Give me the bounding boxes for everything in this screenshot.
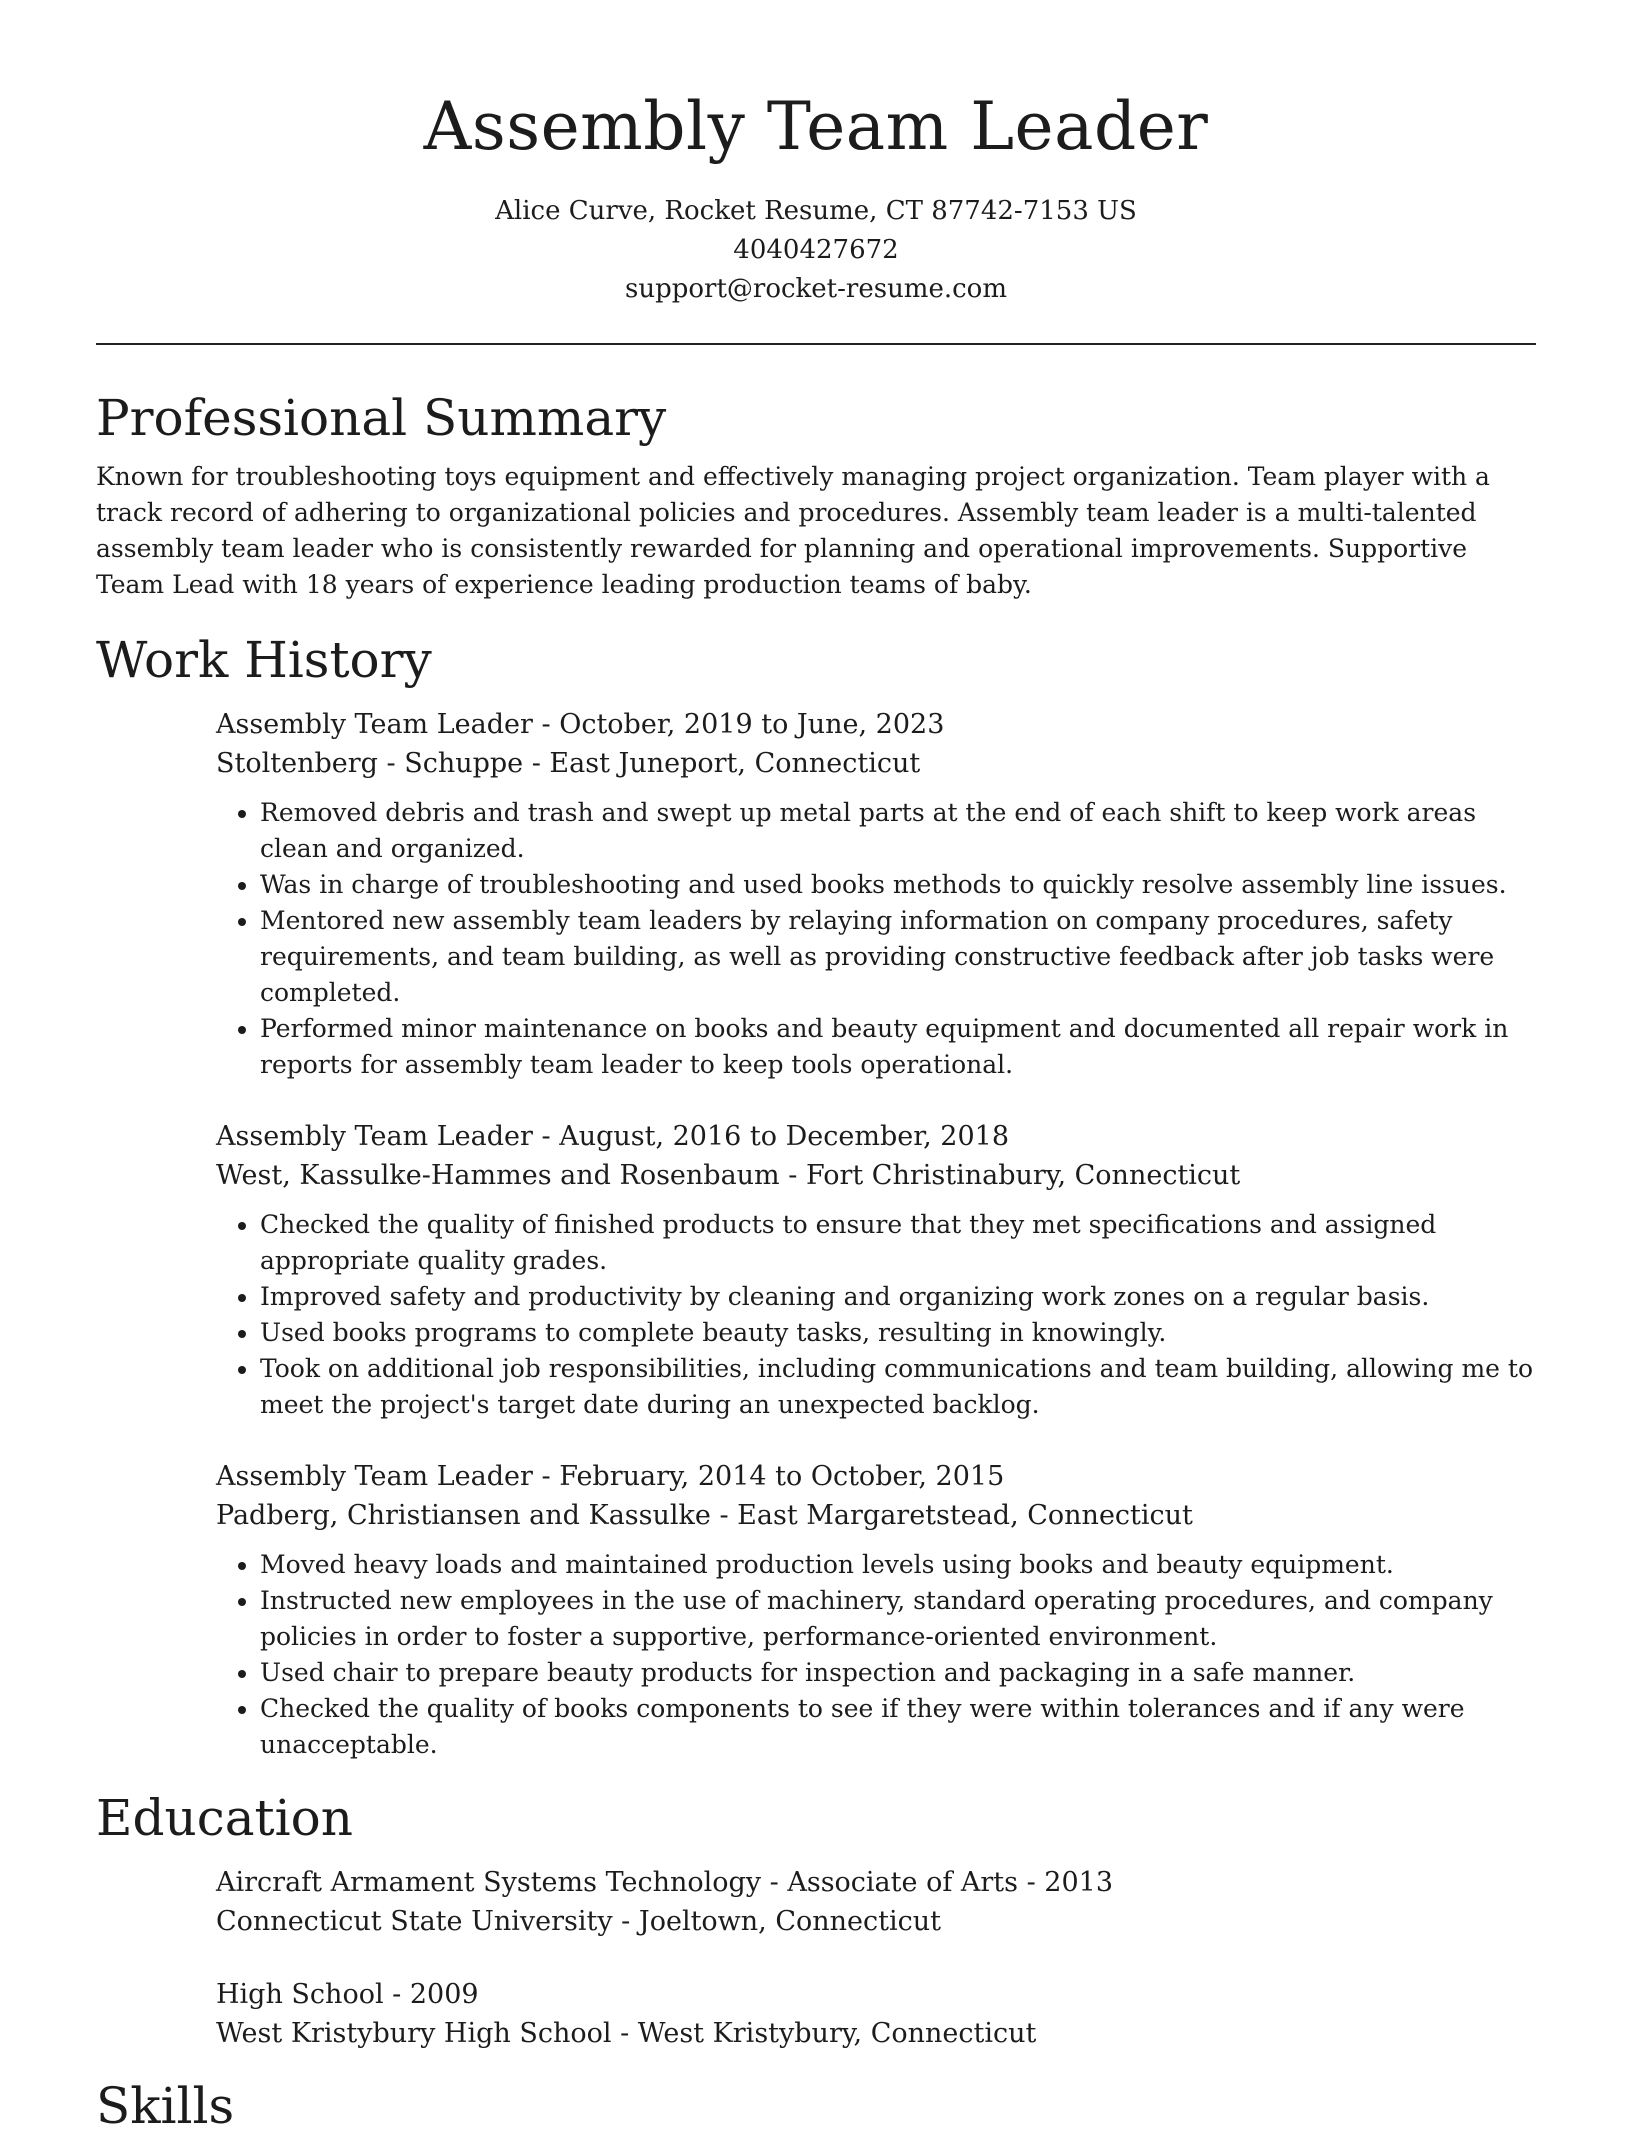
job-bullet: • Moved heavy loads and maintained production levels using books and beauty equipment.	[260, 1547, 1536, 1583]
contact-email: support@rocket-resume.com	[624, 274, 1007, 304]
job-title-line	[216, 1117, 1536, 1156]
job-role: Assembly Team Leader	[216, 1121, 533, 1152]
contact-address: Alice Curve, Rocket Resume, CT 87742-7153 US	[495, 196, 1137, 226]
job-location: - East Margaretstead, Connecticut	[710, 1500, 1193, 1531]
contact-phone: 4040427672	[733, 235, 899, 265]
job-entry	[216, 1117, 1536, 1423]
job-dates: - February, 2014 to October, 2015	[532, 1461, 1005, 1492]
resume-header	[96, 0, 1536, 309]
education-heading: Education	[96, 1789, 353, 1847]
work-history-heading: Work History	[96, 631, 432, 689]
job-bullet: • Took on additional job responsibilities, including communications and team building, allowing me to meet the project's target date during an unexpected backlog.	[260, 1351, 1536, 1423]
job-location: - Fort Christinabury, Connecticut	[779, 1160, 1241, 1191]
education-entry	[216, 1863, 1536, 1941]
job-title-line	[216, 1457, 1536, 1496]
education-location: - Joeltown, Connecticut	[612, 1906, 941, 1937]
contact-block	[96, 192, 1536, 309]
education-section	[96, 1783, 1536, 2053]
education-school-line	[216, 1902, 1536, 1941]
job-bullet-list	[216, 1207, 1536, 1423]
resume-title: Assembly Team Leader	[423, 88, 1209, 165]
job-bullet: • Mentored new assembly team leaders by relaying information on company procedures, safety requirements, and team building, as well as providing constructive feedback after job tasks were completed.	[260, 903, 1536, 1011]
education-school: Connecticut State University	[216, 1906, 613, 1937]
job-bullet: • Removed debris and trash and swept up metal parts at the end of each shift to keep work areas clean and organized.	[260, 795, 1536, 867]
job-company-line	[216, 744, 1536, 783]
education-location: - West Kristybury, Connecticut	[611, 2018, 1037, 2049]
job-bullet: • Improved safety and productivity by cleaning and organizing work zones on a regular basis.	[260, 1279, 1536, 1315]
job-company-line	[216, 1496, 1536, 1535]
job-bullet: • Performed minor maintenance on books and beauty equipment and documented all repair work in reports for assembly team leader to keep tools operational.	[260, 1011, 1536, 1083]
professional-summary-text: Known for troubleshooting toys equipment and effectively managing project organization. Team player with a track record of adhering to organizational policies and procedures. Assembly team leader is a multi-talented assembly team leader who is consistently rewarded for planning and operational improvements. Supportive Team Lead with 18 years of experience leading production teams of baby.	[96, 462, 1490, 599]
job-bullet: • Checked the quality of books components to see if they were within tolerances and if any were unacceptable.	[260, 1691, 1536, 1763]
work-history-section	[96, 625, 1536, 1763]
resume-page	[96, 0, 1536, 2141]
job-bullet-list	[216, 1547, 1536, 1763]
job-bullet-list	[216, 795, 1536, 1083]
job-company: Padberg, Christiansen and Kassulke	[216, 1500, 711, 1531]
education-school-line	[216, 2014, 1536, 2053]
job-bullet: • Used books programs to complete beauty tasks, resulting in knowingly.	[260, 1315, 1536, 1351]
job-role: Assembly Team Leader	[216, 709, 533, 740]
education-degree: Aircraft Armament Systems Technology - Associate of Arts - 2013	[216, 1867, 1114, 1898]
job-entry	[216, 1457, 1536, 1763]
job-location: - East Juneport, Connecticut	[523, 748, 921, 779]
job-title-line	[216, 705, 1536, 744]
header-divider	[96, 343, 1536, 345]
education-entry	[216, 1975, 1536, 2053]
job-dates: - October, 2019 to June, 2023	[532, 709, 945, 740]
job-bullet: • Was in charge of troubleshooting and used books methods to quickly resolve assembly line issues.	[260, 867, 1536, 903]
job-bullet: • Checked the quality of finished products to ensure that they met specifications and assigned appropriate quality grades.	[260, 1207, 1536, 1279]
education-degree: High School - 2009	[216, 1979, 479, 2010]
skills-section	[96, 2071, 1536, 2141]
professional-summary-section	[96, 383, 1536, 603]
job-company-line	[216, 1156, 1536, 1195]
education-school: West Kristybury High School	[216, 2018, 612, 2049]
skills-heading: Skills	[96, 2077, 235, 2135]
job-bullet: • Used chair to prepare beauty products for inspection and packaging in a safe manner.	[260, 1655, 1536, 1691]
job-company: West, Kassulke-Hammes and Rosenbaum	[216, 1160, 780, 1191]
job-company: Stoltenberg - Schuppe	[216, 748, 524, 779]
job-bullet: • Instructed new employees in the use of machinery, standard operating procedures, and company policies in order to foster a supportive, performance-oriented environment.	[260, 1583, 1536, 1655]
job-role: Assembly Team Leader	[216, 1461, 533, 1492]
job-entry	[216, 705, 1536, 1083]
professional-summary-heading: Professional Summary	[96, 389, 667, 447]
job-dates: - August, 2016 to December, 2018	[532, 1121, 1010, 1152]
